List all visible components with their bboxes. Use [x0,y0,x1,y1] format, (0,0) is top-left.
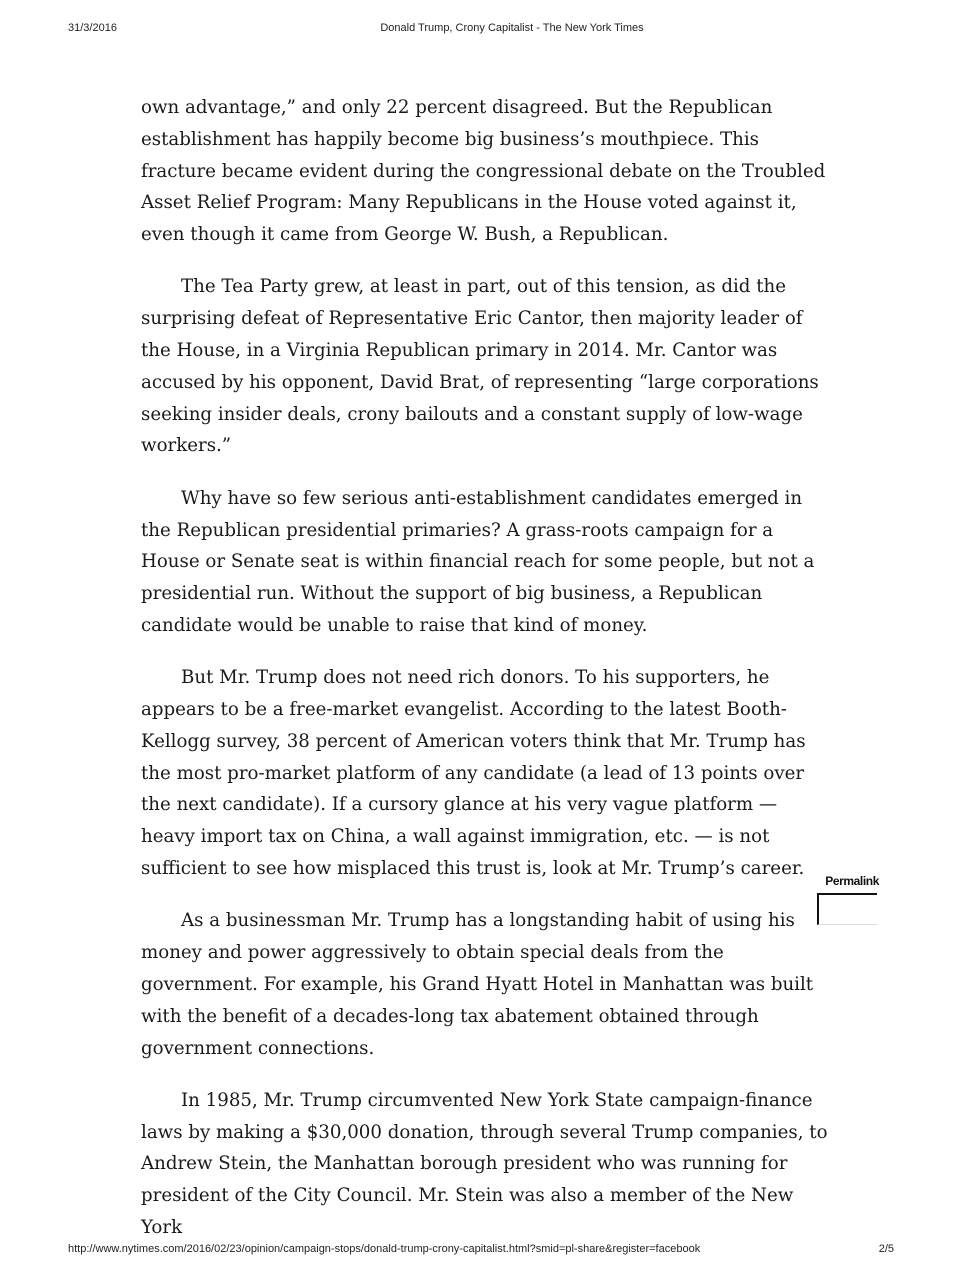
page-number: 2/5 [878,1243,894,1255]
article-paragraph: In 1985, Mr. Trump circumvented New York State campaign-finance laws by making a $30,000 donation, through several Trump companies, to Andrew Stein, the Manhattan borough president who was running for president of the City Council. Mr. Stein was also a member of the New York [141,1089,828,1238]
print-date: 31/3/2016 [68,22,117,34]
page-title: Donald Trump, Crony Capitalist - The New York Times [380,22,644,34]
article-paragraph: But Mr. Trump does not need rich donors. To his supporters, he appears to be a free-market evangelist. According to the latest Booth-Kellogg survey, 38 percent of American voters think that Mr. Trump has the most pro-market platform of any candidate (a lead of 13 points over the next candidate). If a cursory glance at his very vague platform — heavy import tax on China, a wall against immigration, etc. — is not sufficient to see how misplaced this trust is, look at Mr. Trump’s career. [141,667,806,880]
permalink-link[interactable]: Permalink [825,874,879,888]
page-url: http://www.nytimes.com/2016/02/23/opinion/campaign-stops/donald-trump-crony-capitalist.html?smid=pl-share&register=facebook [68,1243,701,1255]
permalink-box [817,893,877,925]
article-paragraph: Why have so few serious anti-establishment candidates emerged in the Republican presidential primaries? A grass-roots campaign for a House or Senate seat is within financial reach for some people, but not a presidential run. Without the support of big business, a Republican candidate would be unable to raise that kind of money. [141,487,815,636]
article-paragraph: As a businessman Mr. Trump has a longstanding habit of using his money and power aggressively to obtain special deals from the government. For example, his Grand Hyatt Hotel in Manhattan was built with the benefit of a decades-long tax abatement obtained through government connections. [141,910,814,1059]
permalink-widget[interactable] [817,874,879,925]
article-body [141,92,831,1264]
article-paragraph: The Tea Party grew, at least in part, out of this tension, as did the surprising defeat of Representative Eric Cantor, then majority leader of the House, in a Virginia Republican primary in 2014. Mr. Cantor was accused by his opponent, David Brat, of representing “large corporations seeking insider deals, crony bailouts and a constant supply of low-wage workers.” [141,276,819,457]
article-paragraph: own advantage,” and only 22 percent disagreed. But the Republican establishment has happily become big business’s mouthpiece. This fracture became evident during the congressional debate on the Troubled Asset Relief Program: Many Republicans in the House voted against it, even though it came from George W. Bush, a Republican. [141,97,826,246]
